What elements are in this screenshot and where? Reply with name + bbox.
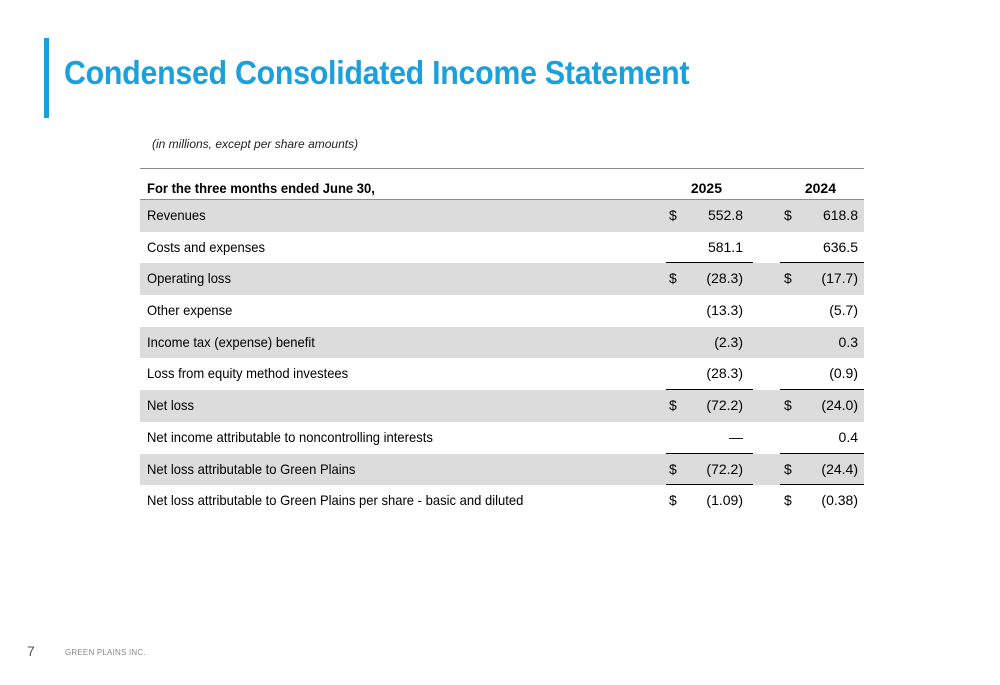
currency-2024: $ — [784, 492, 792, 509]
value-2024: (24.0) — [821, 397, 858, 414]
row-label: Revenues — [147, 207, 206, 223]
row-label: Costs and expenses — [147, 238, 265, 255]
currency-2025: $ — [669, 270, 677, 287]
header-year-2024: 2024 — [804, 180, 836, 196]
value-2024: 0.3 — [838, 333, 858, 350]
row-eps — [140, 485, 864, 517]
value-2024: (24.4) — [821, 460, 858, 477]
income-statement-table — [140, 168, 864, 517]
header-year-2025: 2025 — [690, 180, 722, 196]
row-label: Net loss attributable to Green Plains — [147, 460, 356, 477]
currency-2025: $ — [669, 460, 677, 477]
row-label: Net income attributable to noncontrolling interests — [147, 428, 433, 445]
value-2025: (2.3) — [714, 333, 743, 350]
row-label: Net loss — [147, 397, 195, 414]
row-label: Other expense — [147, 302, 233, 319]
value-2024: (17.7) — [821, 270, 858, 287]
row-label: Loss from equity method investees — [147, 365, 349, 382]
value-2025: (28.3) — [706, 270, 743, 287]
value-2024: 636.5 — [822, 238, 858, 255]
value-2025: 552.8 — [707, 207, 743, 223]
row-net-loss-green-plains — [140, 454, 864, 486]
value-2024: (0.38) — [821, 492, 858, 509]
slide-title: Condensed Consolidated Income Statement — [64, 54, 690, 91]
value-2024: 0.4 — [838, 428, 858, 445]
value-2025: (1.09) — [706, 492, 743, 509]
value-2025: (72.2) — [706, 397, 743, 414]
value-2024: 618.8 — [822, 207, 858, 223]
company-footer: GREEN PLAINS INC. — [65, 648, 146, 657]
header-label: For the three months ended June 30, — [147, 180, 375, 196]
currency-2024: $ — [784, 207, 792, 223]
row-net-loss — [140, 390, 864, 422]
row-revenues — [140, 200, 864, 232]
value-2024: (5.7) — [829, 302, 858, 319]
value-2025: 581.1 — [707, 238, 743, 255]
row-income-tax — [140, 327, 864, 359]
row-costs-and-expenses — [140, 232, 864, 264]
value-2025: (28.3) — [706, 365, 743, 382]
row-label: Operating loss — [147, 270, 231, 287]
row-label: Net loss attributable to Green Plains per share - basic and diluted — [147, 492, 524, 509]
currency-2024: $ — [784, 460, 792, 477]
currency-2025: $ — [669, 207, 677, 223]
value-2025: — — [729, 428, 743, 445]
table-header-row — [140, 169, 864, 200]
currency-2025: $ — [669, 492, 677, 509]
currency-2024: $ — [784, 397, 792, 414]
value-2024: (0.9) — [829, 365, 858, 382]
row-operating-loss — [140, 263, 864, 295]
page-number: 7 — [27, 643, 35, 659]
value-2025: (72.2) — [706, 460, 743, 477]
currency-2025: $ — [669, 397, 677, 414]
row-label: Income tax (expense) benefit — [147, 333, 315, 350]
value-2025: (13.3) — [706, 302, 743, 319]
row-equity-method-loss — [140, 358, 864, 390]
title-accent-bar — [44, 38, 49, 118]
row-noncontrolling-interests — [140, 422, 864, 454]
currency-2024: $ — [784, 270, 792, 287]
row-other-expense — [140, 295, 864, 327]
units-note: (in millions, except per share amounts) — [152, 137, 359, 151]
